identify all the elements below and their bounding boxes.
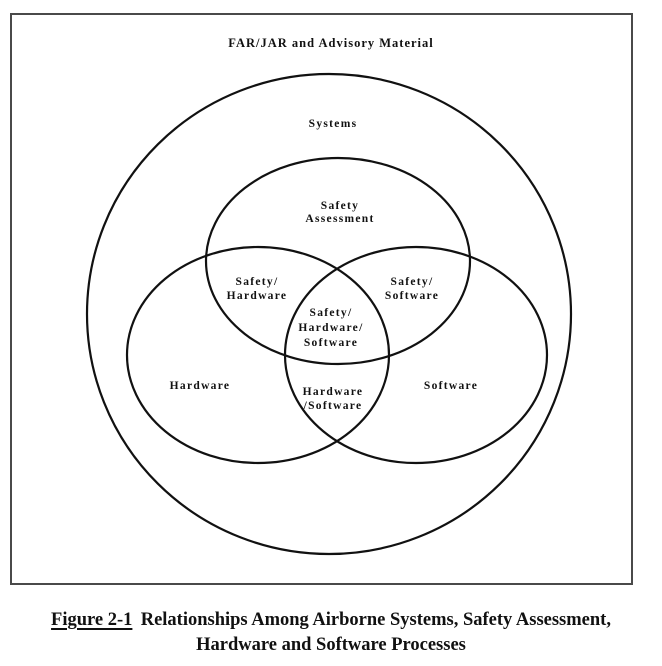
safety-hardware-label-line1: Safety/	[235, 276, 279, 288]
figure-caption-line1	[0, 608, 662, 633]
hardware-label	[170, 380, 231, 392]
hardware-label-text: Hardware	[169, 380, 231, 392]
safety-hardware-software-label-line2: Hardware/	[298, 322, 364, 334]
figure-caption-text1: Relationships Among Airborne Systems, Safety Assessment,	[140, 610, 611, 630]
safety-software-label-line2: Software	[384, 290, 440, 302]
systems-label-text: Systems	[308, 118, 358, 130]
figure-title: FAR/JAR and Advisory Material	[228, 36, 434, 50]
software-label	[424, 380, 478, 392]
software-label-text: Software	[423, 380, 479, 392]
safety-hardware-software-label	[298, 306, 363, 351]
safety-software-label-line1: Safety/	[390, 276, 434, 288]
safety-hardware-label	[227, 275, 288, 303]
hardware-software-label	[303, 385, 364, 413]
safety-hardware-label-line2: Hardware	[226, 290, 288, 302]
figure-caption-number: Figure 2-1	[51, 610, 133, 630]
safety-hardware-software-label-line1: Safety/	[309, 307, 353, 319]
safety-hardware-software-label-line3: Software	[303, 337, 359, 349]
hardware-software-label-line1: Hardware	[302, 386, 364, 398]
figure-caption-line2: Hardware and Software Processes	[196, 635, 466, 655]
safety-assessment-label	[305, 200, 374, 226]
safety-assessment-label-line1: Safety	[320, 200, 360, 212]
hardware-software-label-line2: /Software	[303, 400, 363, 412]
figure-caption	[0, 608, 662, 658]
safety-assessment-label-line2: Assessment	[305, 213, 375, 225]
systems-label	[309, 118, 358, 130]
safety-software-label	[385, 275, 439, 303]
